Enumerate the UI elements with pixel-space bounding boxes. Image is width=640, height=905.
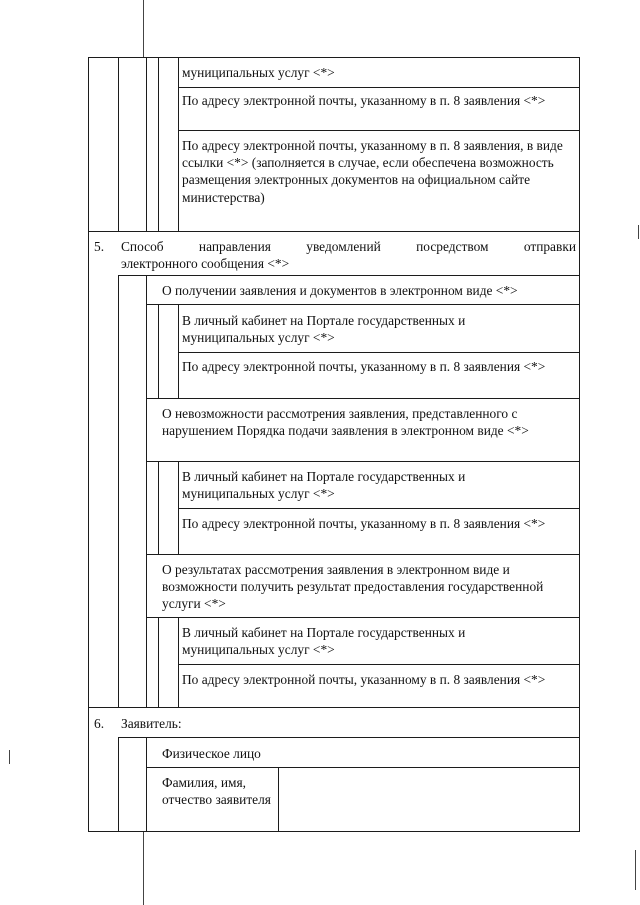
cell-email-option: По адресу электронной почты, указанному в п. 8 заявления <*> (182, 93, 546, 108)
cell-email-link-option: По адресу электронной почты, указанному в п. 8 заявления, в виде ссылки <*> (заполняется в случае, если обеспечена возможность размещения электронных документов на официальном сайте министерства) (182, 138, 563, 205)
row-rule (146, 617, 580, 618)
cell-email-option: По адресу электронной почты, указанному в п. 8 заявления <*> (182, 672, 546, 687)
cell-applicant-heading: Заявитель: (121, 716, 182, 731)
cell-email-option: По адресу электронной почты, указанному в п. 8 заявления <*> (182, 516, 546, 531)
row-rule (146, 554, 580, 555)
cell-notification-method-line2: электронного сообщения <*> (121, 256, 290, 271)
cell-individual-person: Физическое лицо (162, 746, 261, 761)
row-rule (118, 275, 580, 276)
row-rule (178, 87, 580, 88)
cell-personal-cabinet-option: В личный кабинет на Портале государственных и муниципальных услуг <*> (182, 313, 466, 346)
column-rule-b (146, 57, 147, 231)
row-rule (118, 737, 580, 738)
row-rule (178, 664, 580, 665)
table-top-border (88, 57, 580, 58)
row-rule (88, 231, 580, 232)
table-bottom-border (88, 831, 580, 832)
column-rule-a (118, 57, 119, 231)
scan-mark (143, 832, 144, 905)
row-rule (146, 398, 580, 399)
row-rule (178, 352, 580, 353)
cell-impossibility-notice: О невозможности рассмотрения заявления, представленного с нарушением Порядка подачи заявления в электронном виде <*> (162, 406, 529, 439)
cell-personal-cabinet-option: В личный кабинет на Портале государственных и муниципальных услуг <*> (182, 625, 466, 658)
cell-applicant-full-name-value[interactable] (282, 772, 576, 828)
scan-mark (638, 225, 639, 239)
row-rule (146, 461, 580, 462)
cell-municipal-services-tail: муниципальных услуг <*> (182, 65, 335, 80)
column-rule-e (278, 767, 279, 832)
scan-mark (9, 750, 10, 764)
scan-mark (635, 850, 636, 890)
row-rule (88, 707, 580, 708)
row-number-5: 5. (94, 239, 105, 254)
cell-personal-cabinet-option: В личный кабинет на Портале государственных и муниципальных услуг <*> (182, 469, 466, 502)
cell-result-notice: О результатах рассмотрения заявления в электронном виде и возможности получить результат предоставления государственной услуги <*> (162, 562, 544, 612)
scan-mark (143, 0, 144, 57)
column-rule-d (178, 304, 179, 398)
cell-applicant-full-name-label: Фамилия, имя, отчество заявителя (162, 775, 271, 808)
column-rule-a (118, 737, 119, 832)
cell-email-option: По адресу электронной почты, указанному в п. 8 заявления <*> (182, 359, 546, 374)
column-rule-d (178, 617, 179, 707)
column-rule-d (178, 57, 179, 231)
row-rule (146, 304, 580, 305)
cell-notification-method-line1: Способ направления уведомлений посредством отправки (121, 239, 576, 254)
cell-receipt-notice: О получении заявления и документов в электронном виде <*> (162, 283, 518, 298)
row-rule (146, 767, 580, 768)
table-right-border (579, 57, 580, 832)
table-left-border (88, 57, 89, 832)
column-rule-c (158, 57, 159, 231)
column-rule-b (146, 737, 147, 832)
column-rule-a (118, 275, 119, 707)
column-rule-b (146, 275, 147, 707)
row-number-6: 6. (94, 716, 105, 731)
column-rule-c (158, 304, 159, 398)
row-rule (178, 508, 580, 509)
column-rule-c (158, 461, 159, 554)
row-rule (178, 130, 580, 131)
column-rule-c (158, 617, 159, 707)
